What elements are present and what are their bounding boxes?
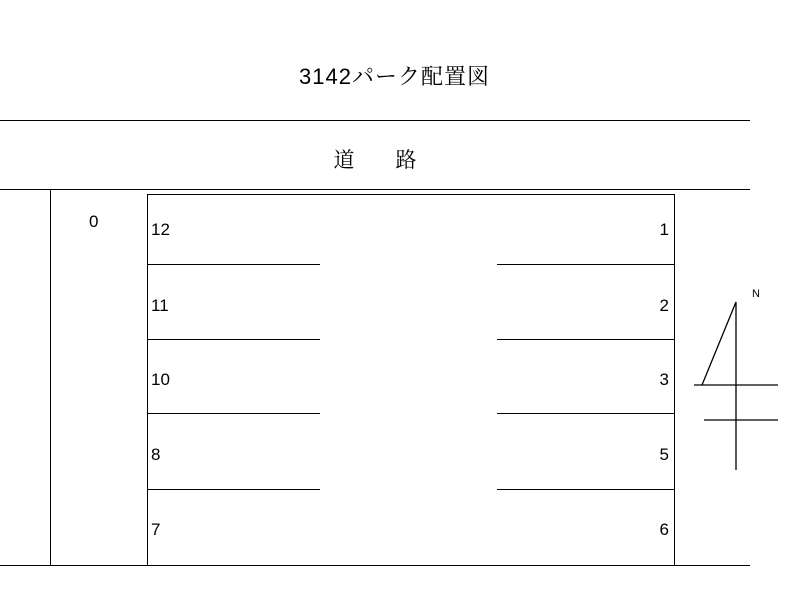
stall-number-12: 12 [151,220,170,239]
stall-number-3: 3 [659,370,669,389]
left-stall-divider-3 [147,413,320,414]
stall-number-7: 7 [151,520,161,539]
road-label: 道 路 [333,149,427,172]
left-block-left-edge [147,194,148,565]
page-title: 3142パーク配置図 [299,64,490,89]
right-stall-divider-4 [497,489,674,490]
road-bottom-line [0,189,750,190]
left-stall-divider-4 [147,489,320,490]
stall-number-11: 11 [151,296,169,315]
stall-number-8: 8 [151,445,161,464]
left-stall-divider-2 [147,339,320,340]
right-stall-divider-1 [497,264,674,265]
stall-number-10: 10 [151,370,170,389]
right-stall-divider-3 [497,413,674,414]
right-stall-divider-2 [497,339,674,340]
compass-rose [690,280,785,480]
right-block-right-edge [674,194,675,565]
compass-north-label: N [752,288,760,300]
lot-entrance-label: 0 [89,212,99,231]
top-divider-line [0,120,750,121]
stall-number-5: 5 [659,445,669,464]
stall-number-1: 1 [659,220,669,239]
compass-icon [690,280,785,480]
lot-bottom-line [0,565,750,566]
parking-block-top-line [147,194,674,195]
stall-number-6: 6 [659,520,669,539]
lot-left-edge [50,189,51,566]
left-stall-divider-1 [147,264,320,265]
stall-number-2: 2 [659,296,669,315]
